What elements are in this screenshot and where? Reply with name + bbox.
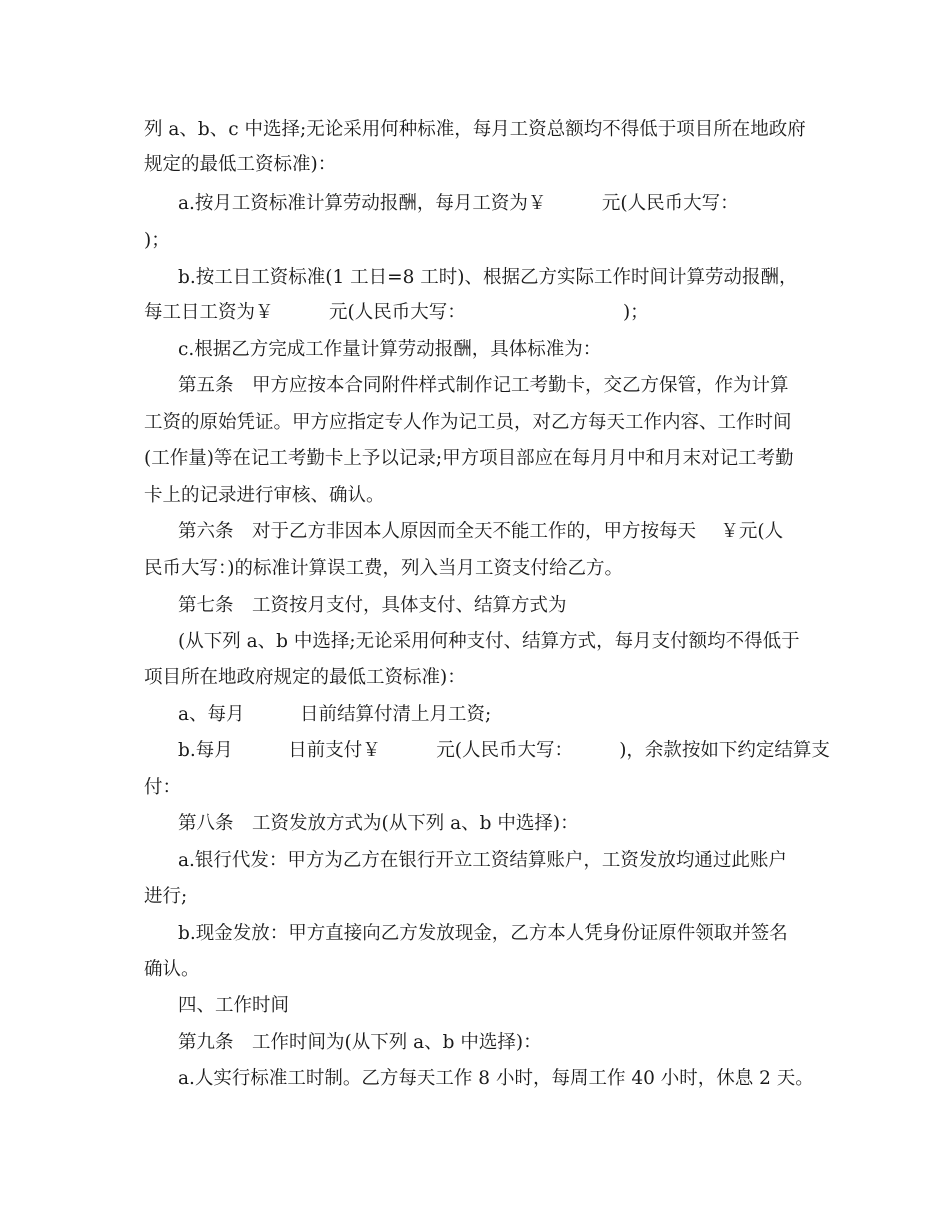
paragraph-line: 规定的最低工资标准)： [144, 154, 337, 175]
paragraph-line: )； [144, 230, 170, 251]
paragraph-line: 卡上的记录进行审核、确认。 [144, 485, 385, 506]
paragraph-line: 民币大写：)的标准计算误工费，列入当月工资支付给乙方。 [144, 558, 623, 579]
paragraph-line: 第五条 甲方应按本合同附件样式制作记工考勤卡，交乙方保管，作为计算 [178, 375, 789, 396]
paragraph-line: a、每月 日前结算付清上月工资; [178, 704, 492, 725]
paragraph-line: 第七条 工资按月支付，具体支付、结算方式为 [178, 595, 567, 616]
paragraph-line: a.人实行标准工时制。乙方每天工作 8 小时，每周工作 40 小时，休息 2 天。 [178, 1068, 814, 1089]
paragraph-line: 付： [144, 777, 182, 798]
paragraph-line: 进行; [144, 886, 188, 907]
paragraph-line: 第八条 工资发放方式为(从下列 a、b 中选择)： [178, 813, 579, 834]
paragraph-line: (工作量)等在记工考勤卡上予以记录;甲方项目部应在每月月中和月末对记工考勤 [144, 448, 794, 469]
paragraph-line: 工资的原始凭证。甲方应指定专人作为记工员，对乙方每天工作内容、工作时间 [144, 412, 792, 433]
section-heading: 四、工作时间 [178, 995, 290, 1016]
paragraph-line: b.按工日工资标准(1 工日=8 工时)、根据乙方实际工作时间计算劳动报酬， [178, 267, 798, 288]
paragraph-line: c.根据乙方完成工作量计算劳动报酬，具体标准为： [178, 339, 602, 360]
paragraph-line: 每工日工资为￥ 元(人民币大写： )； [144, 302, 649, 323]
paragraph-line: b.每月 日前支付￥ 元(人民币大写： )，余款按如下约定结算支 [178, 740, 830, 761]
paragraph-line: 列 a、b、c 中选择;无论采用何种标准，每月工资总额均不得低于项目所在地政府 [144, 119, 806, 140]
paragraph-line: (从下列 a、b 中选择;无论采用何种支付、结算方式，每月支付额均不得低于 [178, 631, 800, 652]
paragraph-line: 第九条 工作时间为(从下列 a、b 中选择)： [178, 1032, 542, 1053]
paragraph-line: 第六条 对于乙方非因本人原因而全天不能工作的，甲方按每天 ￥元(人 [178, 521, 784, 542]
paragraph-line: a.按月工资标准计算劳动报酬，每月工资为￥ 元(人民币大写： [178, 193, 739, 214]
paragraph-line: 确认。 [144, 959, 200, 980]
paragraph-line: 项目所在地政府规定的最低工资标准)： [144, 667, 466, 688]
paragraph-line: b.现金发放：甲方直接向乙方发放现金，乙方本人凭身份证原件领取并签名 [178, 923, 788, 944]
paragraph-line: a.银行代发：甲方为乙方在银行开立工资结算账户，工资发放均通过此账户 [178, 850, 787, 871]
